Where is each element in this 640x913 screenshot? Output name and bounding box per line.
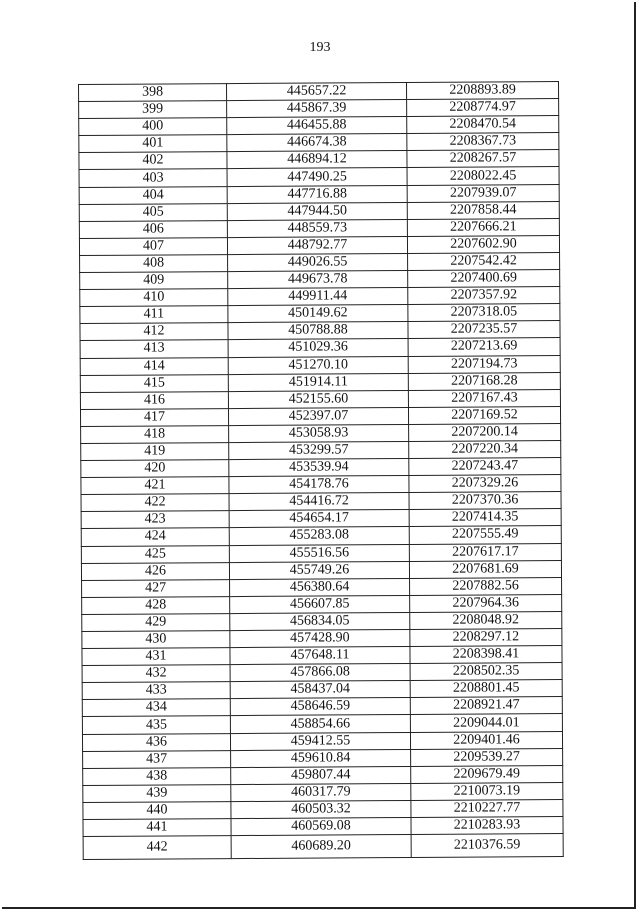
x-coordinate-cell: 448792.77	[227, 236, 407, 254]
point-number-cell: 405	[79, 203, 227, 221]
y-coordinate-cell: 2207235.57	[408, 321, 560, 339]
x-coordinate-cell: 459807.44	[231, 766, 411, 784]
point-number-cell: 415	[80, 374, 228, 392]
point-number-cell: 411	[80, 306, 228, 324]
x-coordinate-cell: 454416.72	[229, 493, 409, 511]
x-coordinate-cell: 453058.93	[229, 424, 409, 442]
y-coordinate-cell: 2210283.93	[411, 817, 563, 835]
y-coordinate-cell: 2209044.01	[410, 714, 562, 732]
y-coordinate-cell: 2209539.27	[411, 748, 563, 766]
y-coordinate-cell: 2208367.73	[407, 133, 559, 151]
x-coordinate-cell: 451029.36	[228, 339, 408, 357]
x-coordinate-cell: 453539.94	[229, 459, 409, 477]
point-number-cell: 432	[82, 665, 230, 683]
y-coordinate-cell: 2207168.28	[408, 372, 560, 390]
point-number-cell: 400	[79, 118, 227, 136]
point-number-cell: 401	[79, 135, 227, 153]
x-coordinate-cell: 449673.78	[228, 271, 408, 289]
x-coordinate-cell: 459412.55	[230, 732, 410, 750]
point-number-cell: 433	[82, 682, 230, 700]
y-coordinate-cell: 2210227.77	[411, 799, 563, 817]
point-number-cell: 407	[79, 237, 227, 255]
x-coordinate-cell: 450788.88	[228, 322, 408, 340]
x-coordinate-cell: 447490.25	[227, 168, 407, 186]
y-coordinate-cell: 2209679.49	[411, 765, 563, 783]
point-number-cell: 422	[81, 494, 229, 512]
y-coordinate-cell: 2207400.69	[408, 270, 560, 288]
point-number-cell: 416	[80, 391, 228, 409]
y-coordinate-cell: 2207169.52	[408, 406, 560, 424]
y-coordinate-cell: 2208921.47	[410, 697, 562, 715]
x-coordinate-cell: 456834.05	[230, 612, 410, 630]
x-coordinate-cell: 457648.11	[230, 647, 410, 665]
y-coordinate-cell: 2207964.36	[410, 594, 562, 612]
y-coordinate-cell: 2210376.59	[411, 834, 563, 858]
y-coordinate-cell: 2207555.49	[409, 526, 561, 544]
point-number-cell: 404	[79, 186, 227, 204]
y-coordinate-cell: 2207542.42	[408, 252, 560, 270]
x-coordinate-cell: 449026.55	[228, 253, 408, 271]
y-coordinate-cell: 2208801.45	[410, 680, 562, 698]
x-coordinate-cell: 447716.88	[227, 185, 407, 203]
x-coordinate-cell: 455516.56	[229, 544, 409, 562]
x-coordinate-cell: 453299.57	[229, 441, 409, 459]
coordinates-table	[78, 81, 564, 860]
x-coordinate-cell: 459610.84	[231, 749, 411, 767]
point-number-cell: 425	[81, 545, 229, 563]
point-number-cell: 409	[80, 272, 228, 290]
point-number-cell: 408	[80, 255, 228, 273]
x-coordinate-cell: 452155.60	[228, 390, 408, 408]
y-coordinate-cell: 2208022.45	[407, 167, 559, 185]
y-coordinate-cell: 2207357.92	[408, 287, 560, 305]
y-coordinate-cell: 2208267.57	[407, 150, 559, 168]
point-number-cell: 439	[83, 784, 231, 802]
x-coordinate-cell: 446674.38	[227, 134, 407, 152]
y-coordinate-cell: 2207681.69	[409, 560, 561, 578]
point-number-cell: 437	[83, 750, 231, 768]
y-coordinate-cell: 2207167.43	[408, 389, 560, 407]
y-coordinate-cell: 2207939.07	[407, 184, 559, 202]
y-coordinate-cell: 2207194.73	[408, 355, 560, 373]
point-number-cell: 434	[82, 699, 230, 717]
y-coordinate-cell: 2209401.46	[410, 731, 562, 749]
x-coordinate-cell: 451270.10	[228, 356, 408, 374]
point-number-cell: 414	[80, 357, 228, 375]
x-coordinate-cell: 445867.39	[227, 100, 407, 118]
x-coordinate-cell: 448559.73	[227, 219, 407, 237]
point-number-cell: 418	[81, 425, 229, 443]
point-number-cell: 406	[79, 220, 227, 238]
x-coordinate-cell: 455283.08	[229, 527, 409, 545]
x-coordinate-cell: 450149.62	[228, 305, 408, 323]
x-coordinate-cell: 458854.66	[230, 715, 410, 733]
x-coordinate-cell: 454654.17	[229, 510, 409, 528]
y-coordinate-cell: 2207858.44	[407, 201, 559, 219]
point-number-cell: 442	[83, 836, 231, 860]
y-coordinate-cell: 2207414.35	[409, 509, 561, 527]
x-coordinate-cell: 457428.90	[230, 629, 410, 647]
point-number-cell: 421	[81, 477, 229, 495]
point-number-cell: 399	[79, 101, 227, 119]
point-number-cell: 423	[81, 511, 229, 529]
point-number-cell: 417	[80, 408, 228, 426]
point-number-cell: 427	[82, 579, 230, 597]
x-coordinate-cell: 447944.50	[227, 202, 407, 220]
x-coordinate-cell: 456380.64	[230, 578, 410, 596]
y-coordinate-cell: 2207213.69	[408, 338, 560, 356]
x-coordinate-cell: 455749.26	[229, 561, 409, 579]
y-coordinate-cell: 2208470.54	[407, 116, 559, 134]
y-coordinate-cell: 2207882.56	[410, 577, 562, 595]
x-coordinate-cell: 460689.20	[231, 835, 411, 859]
x-coordinate-cell: 452397.07	[228, 407, 408, 425]
y-coordinate-cell: 2208774.97	[407, 99, 559, 117]
point-number-cell: 440	[83, 802, 231, 820]
point-number-cell: 426	[81, 562, 229, 580]
x-coordinate-cell: 445657.22	[227, 82, 407, 100]
x-coordinate-cell: 454178.76	[229, 476, 409, 494]
point-number-cell: 398	[79, 84, 227, 102]
x-coordinate-cell: 449911.44	[228, 288, 408, 306]
y-coordinate-cell: 2207243.47	[409, 458, 561, 476]
point-number-cell: 431	[82, 648, 230, 666]
page-number: 193	[309, 40, 331, 55]
point-number-cell: 438	[83, 767, 231, 785]
x-coordinate-cell: 451914.11	[228, 373, 408, 391]
x-coordinate-cell: 460569.08	[231, 818, 411, 836]
y-coordinate-cell: 2207617.17	[409, 543, 561, 561]
y-coordinate-cell: 2207200.14	[409, 423, 561, 441]
point-number-cell: 410	[80, 289, 228, 307]
coordinates-table-body	[79, 82, 564, 860]
y-coordinate-cell: 2207329.26	[409, 475, 561, 493]
y-coordinate-cell: 2210073.19	[411, 782, 563, 800]
point-number-cell: 441	[83, 819, 231, 837]
point-number-cell: 403	[79, 169, 227, 187]
point-number-cell: 419	[81, 443, 229, 461]
x-coordinate-cell: 446455.88	[227, 117, 407, 135]
y-coordinate-cell: 2207318.05	[408, 304, 560, 322]
y-coordinate-cell: 2207370.36	[409, 492, 561, 510]
y-coordinate-cell: 2208048.92	[410, 611, 562, 629]
x-coordinate-cell: 458646.59	[230, 698, 410, 716]
x-coordinate-cell: 446894.12	[227, 151, 407, 169]
point-number-cell: 430	[82, 631, 230, 649]
point-number-cell: 429	[82, 613, 230, 631]
y-coordinate-cell: 2208502.35	[410, 663, 562, 681]
x-coordinate-cell: 460317.79	[231, 783, 411, 801]
y-coordinate-cell: 2207602.90	[407, 235, 559, 253]
y-coordinate-cell: 2207666.21	[407, 218, 559, 236]
table-row	[83, 834, 563, 860]
point-number-cell: 420	[81, 460, 229, 478]
point-number-cell: 402	[79, 152, 227, 170]
y-coordinate-cell: 2208297.12	[410, 629, 562, 647]
point-number-cell: 436	[82, 733, 230, 751]
point-number-cell: 428	[82, 596, 230, 614]
point-number-cell: 413	[80, 340, 228, 358]
point-number-cell: 435	[82, 716, 230, 734]
x-coordinate-cell: 456607.85	[230, 595, 410, 613]
point-number-cell: 424	[81, 528, 229, 546]
y-coordinate-cell: 2208893.89	[406, 82, 558, 100]
y-coordinate-cell: 2207220.34	[409, 441, 561, 459]
x-coordinate-cell: 460503.32	[231, 800, 411, 818]
x-coordinate-cell: 457866.08	[230, 664, 410, 682]
x-coordinate-cell: 458437.04	[230, 681, 410, 699]
point-number-cell: 412	[80, 323, 228, 341]
y-coordinate-cell: 2208398.41	[410, 646, 562, 664]
